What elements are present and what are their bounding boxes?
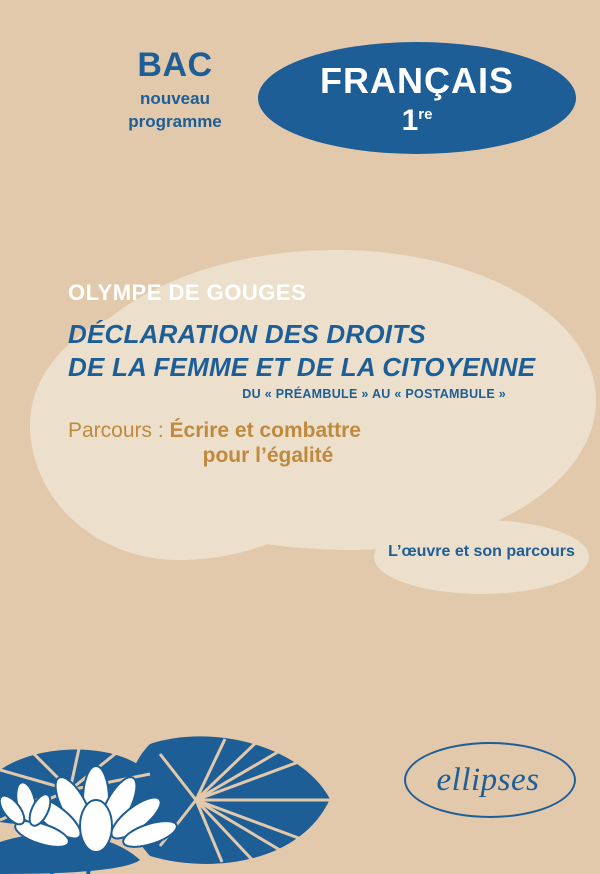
title-block [68,280,538,468]
book-subtitle: DU « PRÉAMBULE » AU « POSTAMBULE » [242,387,506,401]
bac-block [90,48,260,134]
parcours-label: Parcours : [68,419,164,442]
parcours-line1 [68,417,538,444]
subject-level [258,104,576,138]
subject-level-suffix: re [418,106,433,123]
parcours-line2: pour l’égalité [202,444,334,468]
oeuvre-badge-label: L’œuvre et son parcours [388,543,575,560]
subject-level-number: 1 [401,104,419,137]
bac-subtitle-line1: nouveau [140,89,210,108]
bac-subtitle-line2: programme [128,111,222,131]
parcours-theme: Écrire et combattre [169,419,361,442]
book-title-line1: DÉCLARATION DES DROITS [68,319,426,349]
subject-name: FRANÇAIS [320,60,514,101]
book-author: OLYMPE DE GOUGES [68,280,307,305]
publisher-logo-label: ellipses [436,762,540,798]
bac-title: BAC [137,46,213,84]
lotus-illustration [0,574,330,874]
subject-badge [258,42,576,154]
book-title-line2: DE LA FEMME ET DE LA CITOYENNE [68,351,536,382]
lotus-flower-icon [0,574,330,874]
